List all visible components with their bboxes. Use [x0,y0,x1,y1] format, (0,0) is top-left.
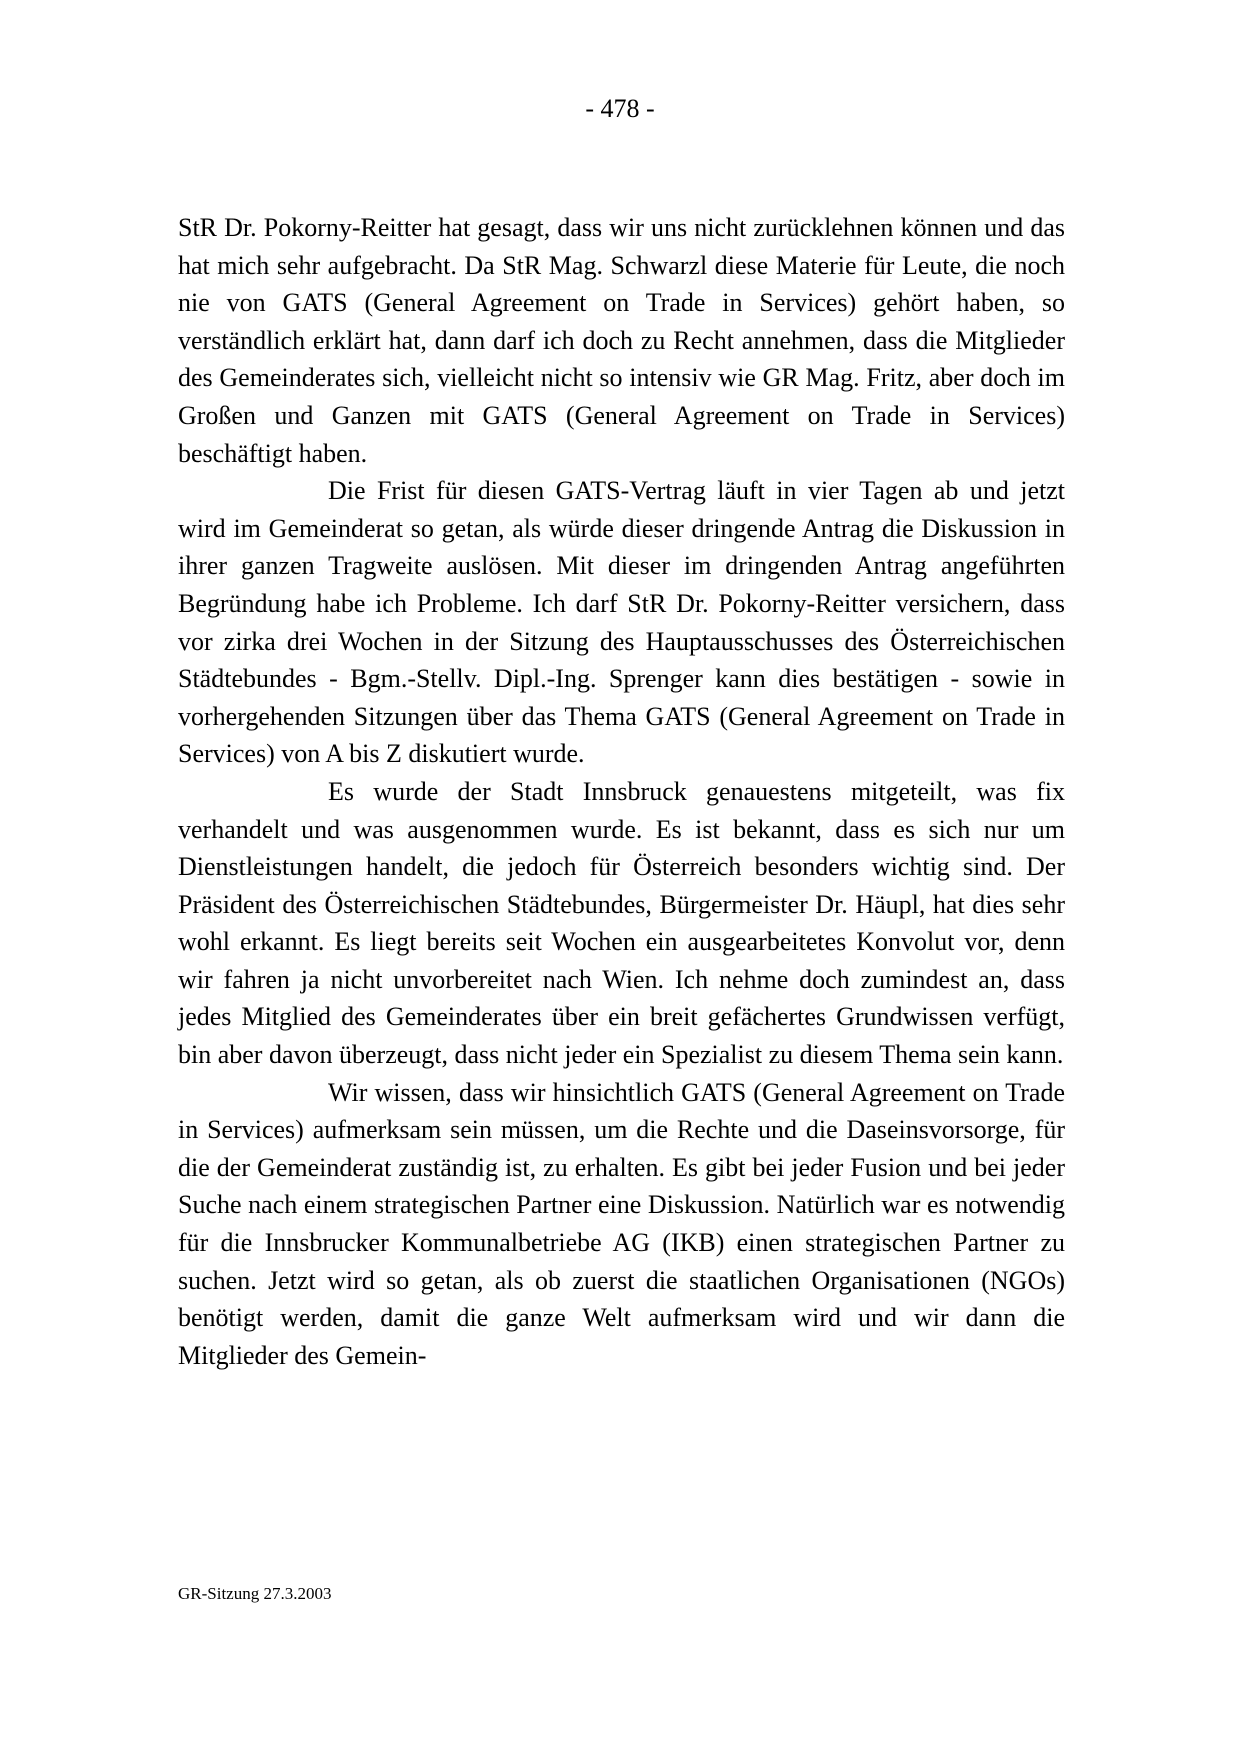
body-text [178,209,1065,1374]
paragraph-1: StR Dr. Pokorny-Reitter hat gesagt, dass wir uns nicht zurücklehnen können und das hat mich sehr aufgebracht. Da StR Mag. Schwarzl diese Materie für Leute, die noch nie von GATS (General Agreement on Trade in Services) gehört haben, so verständlich erklärt hat, dann darf ich doch zu Recht annehmen, dass die Mitglieder des Gemeinderates sich, vielleicht nicht so intensiv wie GR Mag. Fritz, aber doch im Großen und Ganzen mit GATS (General Agreement on Trade in Services) beschäftigt haben. [178,213,1065,468]
paragraph-4: Wir wissen, dass wir hinsichtlich GATS (General Agreement on Trade in Services) aufmerksam sein müssen, um die Rechte und die Daseinsvorsorge, für die der Gemeinderat zuständig ist, zu erhalten. Es gibt bei jeder Fusion und bei jeder Suche nach einem strategischen Partner eine Diskussion. Natürlich war es notwendig für die Innsbrucker Kommunalbetriebe AG (IKB) einen strategischen Partner zu suchen. Jetzt wird so getan, als ob zuerst die staatlichen Organisationen (NGOs) benötigt werden, damit die ganze Welt aufmerksam wird und wir dann die Mitglieder des Gemein- [178,1077,1065,1370]
page-number: - 478 - [585,94,655,123]
paragraph-3: Es wurde der Stadt Innsbruck genauestens mitgeteilt, was fix verhandelt und was ausgenommen wurde. Es ist bekannt, dass es sich nur um Dienstleistungen handelt, die jedoch für Österreich besonders wichtig sind. Der Präsident des Österreichischen Städtebundes, Bürgermeister Dr. Häupl, hat dies sehr wohl erkannt. Es liegt bereits seit Wochen ein ausgearbeitetes Konvolut vor, denn wir fahren ja nicht unvorbereitet nach Wien. Ich nehme doch zumindest an, dass jedes Mitglied des Gemeinderates über ein breit gefächertes Grundwissen verfügt, bin aber davon überzeugt, dass nicht jeder ein Spezialist zu diesem Thema sein kann. [178,776,1065,1070]
paragraph-2: Die Frist für diesen GATS-Vertrag läuft in vier Tagen ab und jetzt wird im Gemeinderat so getan, als würde dieser dringende Antrag die Diskussion in ihrer ganzen Tragweite auslösen. Mit dieser im dringenden Antrag angeführten Begründung habe ich Probleme. Ich darf StR Dr. Pokorny-Reitter versichern, dass vor zirka drei Wochen in der Sitzung des Hauptausschusses des Österreichischen Städtebundes - Bgm.-Stellv. Dipl.-Ing. Sprenger kann dies bestätigen - sowie in vorhergehenden Sitzungen über das Thema GATS (General Agreement on Trade in Services) von A bis Z diskutiert wurde. [178,476,1065,769]
footer-session-label: GR-Sitzung 27.3.2003 [178,1584,332,1603]
